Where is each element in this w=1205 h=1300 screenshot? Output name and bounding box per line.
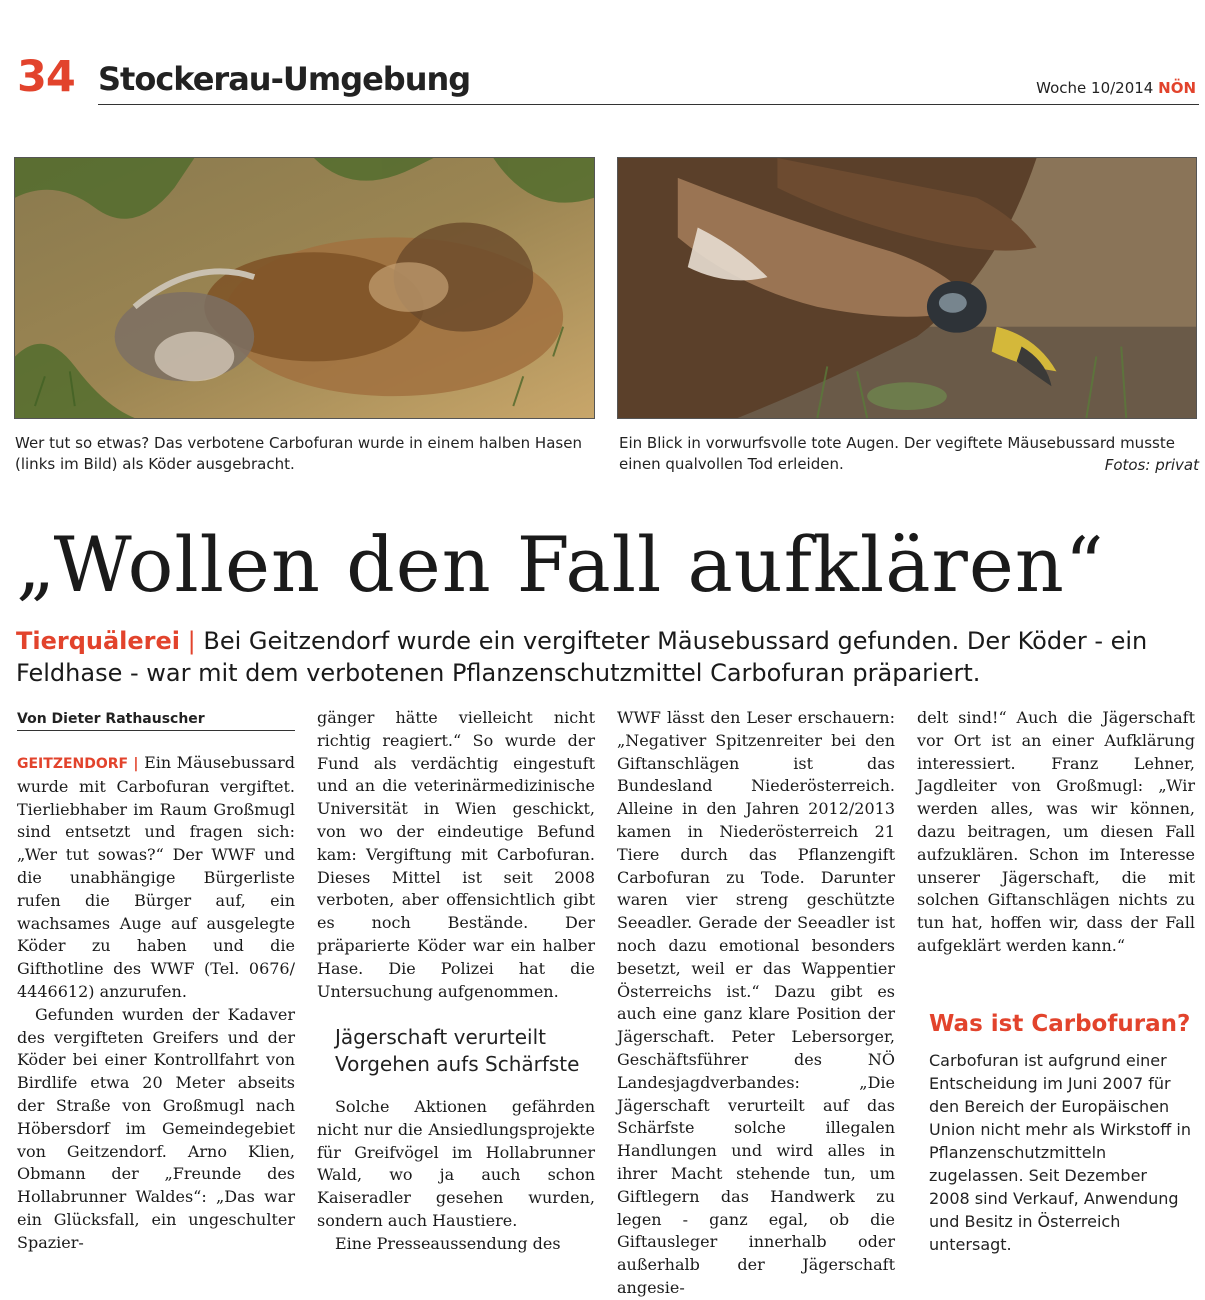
kicker-separator: |: [187, 627, 204, 655]
paragraph: delt sind!“ Auch die Jägerschaft vor Ort ist an einer Aufklärung interessiert. Franz Lehner, Jagdleiter von Großmugl: „Wir werden alles, was wir können, dazu beitragen, um diesen Fall aufzuklären. Schon im Interesse unserer Jägerschaft, die mit solchen Giftanschlägen nichts zu tun hat, hoffen wir, dass der Fall aufgeklärt werden kann.“: [917, 708, 1195, 955]
photo-caption-right: Ein Blick in vorwurfsvolle tote Augen. Der vegiftete Mäusebussard musste einen qualvollen Tod erleiden.: [619, 434, 1175, 473]
paragraph-text: Ein Mäusebussard wurde mit Carbofuran vergiftet. Tierliebhaber im Raum Großmugl sind entsetzt und fragen sich: „Wer tut sowas?“ Der WWF und die unabhängige Bürgerliste rufen die Bürger auf, ein wachsames Auge auf ausgelegte Köder zu haben und die Gifthotline des WWF (Tel. 0676/ 4446612) anzurufen.: [17, 753, 295, 1001]
article-kicker: Tierquälerei: [16, 627, 181, 655]
article-column-1: [17, 752, 295, 1255]
photo-buzzard-image: [618, 158, 1196, 418]
paragraph: Eine Presseaussendung des: [335, 1233, 561, 1253]
article-headline: „Wollen den Fall aufklären“: [16, 520, 1105, 609]
photo-credit: Fotos: privat: [1104, 456, 1199, 474]
infobox-text: Carbofuran ist aufgrund einer Entscheidung im Juni 2007 für den Bereich der Europäischen Union nicht mehr als Wirkstoff in Pflanzenschutzmitteln zugelassen. Seit Dezember 2008 sind Verkauf, Anwendung und Besitz in Österreich untersagt.: [929, 1051, 1191, 1254]
dateline: GEITZENDORF |: [17, 756, 139, 772]
brand-logo: NÖN: [1158, 79, 1196, 97]
photo-caption-left: Wer tut so etwas? Das verbotene Carbofuran wurde in einem halben Hasen (links im Bild) als Köder ausgebracht.: [15, 434, 582, 473]
paragraph: WWF lässt den Leser erschauern: „Negativer Spitzenreiter bei den Giftanschlägen ist das Bundesland Niederösterreich. Alleine in den Jahren 2012/2013 kamen in Niederösterreich 21 Tiere durch das Pflanzengift Carbofuran zu Tode. Darunter waren vier streng geschützte Seeadler. Gerade der Seeadler ist noch dazu emotional besonders besetzt, weil er das Wappentier Österreichs ist.“ Dazu gibt es auch eine ganz klare Position der Jägerschaft. Peter Lebersorger, Geschäftsführer des NÖ Landesjagdverbandes: „Die Jägerschaft verurteilt auf das Schärfste solche illegalen Handlungen und wird alles in ihrer Macht stehende tun, um Giftlegern das Handwerk zu legen - ganz egal, ob die Giftausleger innerhalb oder außerhalb der Jägerschaft angesie-: [617, 708, 895, 1297]
paragraph: Solche Aktionen gefährden nicht nur die Ansiedlungsprojekte für Greifvögel im Hollabrunner Wald, wo ja auch schon Kaiseradler gesehen wurden, sondern auch Haustiere.: [317, 1097, 595, 1230]
photo-bait-image: [15, 158, 594, 418]
byline: Von Dieter Rathauscher: [17, 711, 295, 731]
infobox-title: Was ist Carbofuran?: [929, 1011, 1191, 1037]
issue-week: Woche 10/2014: [1036, 79, 1154, 97]
article-column-3: [617, 707, 895, 1300]
photo-buzzard: [617, 157, 1197, 419]
header-rule: [98, 104, 1199, 105]
page-number: 34: [17, 52, 75, 102]
article-column-2-continued: [317, 1096, 595, 1256]
paragraph: [17, 752, 295, 1004]
paragraph: gänger hätte vielleicht nicht richtig reagiert.“ So wurde der Fund als verdächtig eingestuft und an die veterinärmedizinische Universität in Wien geschickt, von wo der eindeutige Befund kam: Vergiftung mit Carbofuran. Dieses Mittel ist seit 2008 verboten, aber offensichtlich gibt es noch Bestände. Der präparierte Köder war ein halber Hase. Die Polizei hat die Untersuchung aufgenommen.: [317, 708, 595, 1001]
article-subhead: Jägerschaft verurteilt Vorgehen aufs Schärfste: [335, 1025, 580, 1076]
issue-label: [1036, 79, 1196, 97]
photo-bait: [14, 157, 595, 419]
paragraph: Gefunden wurden der Kadaver des vergifteten Greifers und der Köder bei einer Kontrollfahrt von Birdlife etwa 20 Meter abseits der Straße von Großmugl nach Höbersdorf im Gemeindegebiet von Geitzendorf. Arno Klien, Obmann der „Freunde des Hollabrunner Waldes“: „Das war ein Glücksfall, ein ungeschulter Spazier-: [17, 1004, 295, 1252]
article-lead: [16, 625, 1196, 689]
article-column-2: [317, 707, 595, 1003]
section-title: Stockerau-Umgebung: [98, 60, 471, 98]
article-column-4: [917, 707, 1195, 958]
lead-text: Bei Geitzendorf wurde ein vergifteter Mäusebussard gefunden. Der Köder - ein Feldhase - war mit dem verbotenen Pflanzenschutzmittel Carbofuran präpariert.: [16, 627, 1148, 687]
